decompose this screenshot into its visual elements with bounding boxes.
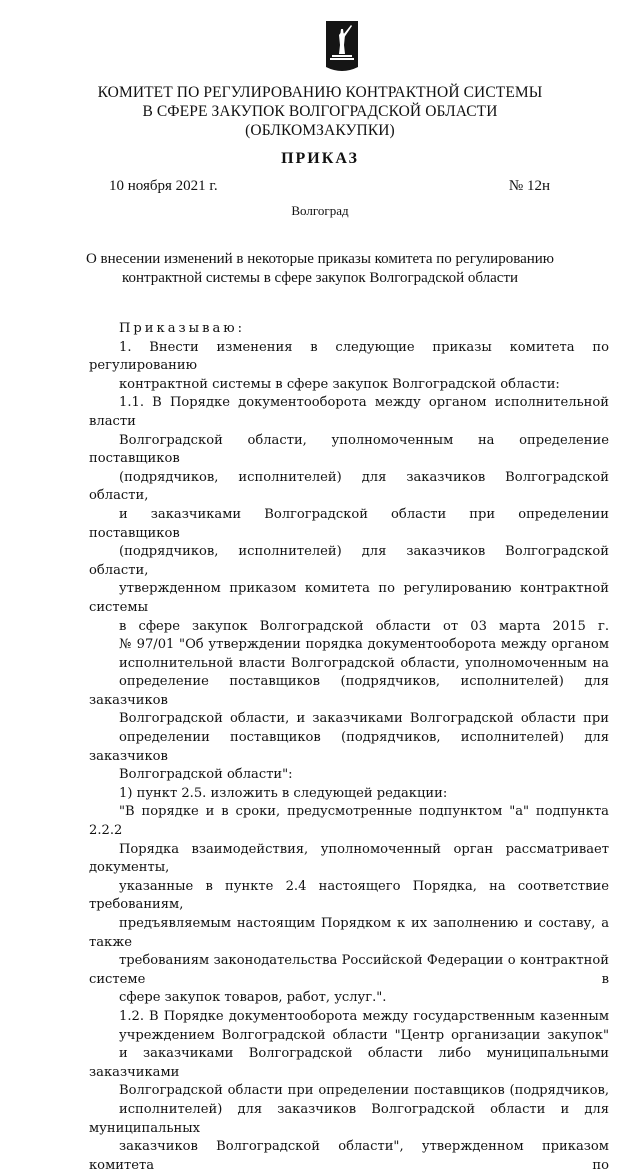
text-line: Волгоградской области": — [119, 767, 293, 783]
text-line: "В порядке и в сроки, предусмотренные подпунктом "а" подпункта 2.2.2 — [89, 804, 609, 839]
text-line: указанные в пункте 2.4 настоящего Порядка, на соответствие требованиям, — [89, 878, 609, 913]
text-line: 1.1. В Порядке документооборота между органом исполнительной власти — [89, 395, 609, 429]
text-line: заказчиков Волгоградской области", утвержденном приказом комитета по — [89, 1139, 609, 1173]
text-line: Волгоградской области, уполномоченным на определение поставщиков — [89, 432, 609, 467]
order-date: 10 ноября 2021 г. — [109, 178, 218, 194]
paragraph-1-2 — [89, 1008, 609, 1175]
text-line: № 97/01 "Об утверждении порядка документооборота между органом — [119, 637, 609, 653]
header-line-1: КОМИТЕТ ПО РЕГУЛИРОВАНИЮ КОНТРАКТНОЙ СИСТЕМЫ — [97, 84, 543, 101]
text-line: 1. Внести изменения в следующие приказы комитета по регулированию — [89, 339, 609, 374]
subject-line-2: контрактной системы в сфере закупок Волгоградской области — [121, 270, 519, 286]
text-line: Волгоградской области при определении поставщиков (подрядчиков, — [119, 1083, 609, 1099]
text-line: 1.2. В Порядке документооборота между государственным казенным — [119, 1008, 609, 1024]
document-title: ПРИКАЗ — [281, 150, 359, 167]
text-line: контрактной системы в сфере закупок Волгоградской области: — [119, 376, 560, 392]
header-line-2: В СФЕРЕ ЗАКУПОК ВОЛГОГРАДСКОЙ ОБЛАСТИ — [142, 103, 498, 120]
order-subject — [0, 250, 640, 288]
paragraph-point-1: 1) пункт 2.5. изложить в следующей редакции: — [119, 785, 448, 801]
text-line: требованиям законодательства Российской Федерации о контрактной системе в — [89, 953, 609, 987]
text-line: (подрядчиков, исполнителей) для заказчиков Волгоградской области, — [89, 469, 609, 504]
text-line: исполнительной власти Волгоградской области, уполномоченным на — [119, 655, 609, 671]
header-line-3: (ОБЛКОМЗАКУПКИ) — [245, 122, 395, 139]
paragraph-1 — [89, 339, 609, 395]
text-line: сфере закупок товаров, работ, услуг.". — [119, 990, 387, 1006]
text-line: и заказчиками Волгоградской области при определении поставщиков — [89, 506, 609, 541]
text-line: Волгоградской области, и заказчиками Волгоградской области при — [119, 711, 609, 727]
text-line: определение поставщиков (подрядчиков, исполнителей) для заказчиков — [89, 674, 609, 708]
text-line: и заказчиками Волгоградской области либо муниципальными заказчиками — [89, 1046, 609, 1080]
text-line: (подрядчиков, исполнителей) для заказчиков Волгоградской области, — [89, 544, 609, 578]
text-line: Порядка взаимодействия, уполномоченный орган рассматривает документы, — [89, 841, 609, 876]
city-name: Волгоград — [291, 203, 349, 218]
order-number: № 12н — [508, 178, 550, 194]
paragraph-quote — [89, 803, 609, 1008]
text-line: предъявляемым настоящим Порядком к их заполнению и составу, а также — [89, 916, 609, 950]
text-line: учреждением Волгоградской области "Центр организации закупок" — [119, 1027, 609, 1043]
text-line: утвержденном приказом комитета по регулированию контрактной системы — [89, 581, 609, 615]
subject-line-1: О внесении изменений в некоторые приказы комитета по регулированию — [85, 251, 555, 267]
order-word: Приказываю: — [119, 321, 246, 336]
coat-of-arms-icon — [326, 21, 358, 73]
committee-header — [0, 83, 640, 140]
paragraph-1-1 — [89, 394, 609, 784]
text-line: определении поставщиков (подрядчиков, исполнителей) для заказчиков — [89, 730, 609, 764]
text-line: в сфере закупок Волгоградской области от 03 марта 2015 г. — [119, 618, 609, 634]
text-line: исполнителей) для заказчиков Волгоградской области и для муниципальных — [89, 1101, 609, 1136]
document-body — [89, 320, 609, 1175]
